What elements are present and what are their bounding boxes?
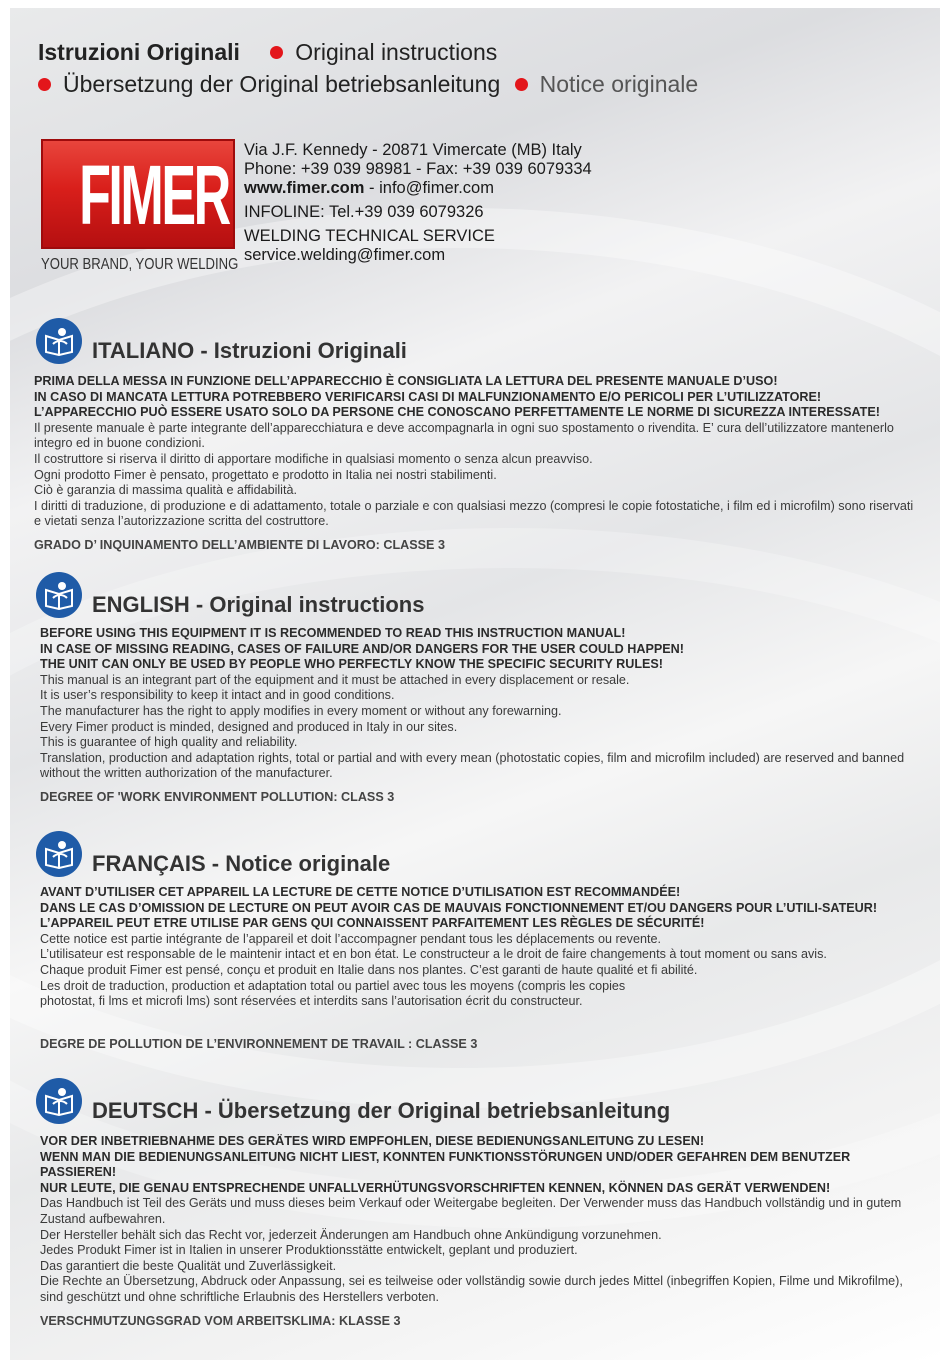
header-title-en: Original instructions	[295, 39, 498, 65]
header-title-it: Istruzioni Originali	[38, 39, 240, 65]
manual-reading-icon	[36, 1078, 82, 1124]
body-line: Chaque produit Fimer est pensé, conçu et produit en Italie dans nos plantes. C’est garanti de haute qualité et fi abilité.	[40, 962, 698, 977]
warning-line: THE UNIT CAN ONLY BE USED BY PEOPLE WHO PERFECTLY KNOW THE SPECIFIC SECURITY RULES!	[40, 657, 664, 672]
section-body	[40, 1134, 920, 1306]
warning-line: PRIMA DELLA MESSA IN FUNZIONE DELL’APPARECCHIO È CONSIGLIATA LA LETTURA DEL PRESENTE MANUALE D’USO!	[34, 374, 778, 388]
warning-line: L’APPAREIL PEUT ETRE UTILISE PAR GENS QUI CONNAISSENT PARFAITEMENT LES RÈGLES DE SÉCURITÉ!	[40, 916, 705, 931]
warning-line: DANS LE CAS D’OMISSION DE LECTURE ON PEUT AVOIR CAS DE MAUVAIS FONCTIONNEMENT ET/OU DANGERS POUR L’UTILI-SATEUR!	[40, 900, 878, 915]
red-dot-icon	[515, 78, 528, 91]
body-line: Ciò è garanzia di massima qualità e affidabilità.	[34, 483, 297, 498]
contact-service-email[interactable]: service.welding@fimer.com	[244, 246, 446, 264]
fimer-logo	[41, 139, 235, 249]
section-title: ITALIANO - Istruzioni Originali	[92, 338, 407, 363]
manual-reading-icon	[36, 831, 82, 877]
section-body	[34, 374, 914, 530]
section-body	[40, 885, 920, 1010]
body-line: Das garantiert die beste Qualität und Zuverlässigkeit.	[40, 1258, 337, 1273]
body-line: Jedes Produkt Fimer ist in Italien in unserer Produktionsstätte entwickelt, geplant und produziert.	[40, 1243, 578, 1258]
contact-service-title: WELDING TECHNICAL SERVICE	[244, 227, 495, 245]
warning-line: WENN MAN DIE BEDIENUNGSANLEITUNG NICHT LIEST, KONNTEN FUNKTIONSSTÖRUNGEN UND/ODER GEFAHREN DEM BENUTZER PASSIEREN!	[40, 1149, 851, 1180]
body-line: Translation, production and adaptation rights, total or partial and with every mean (photostatic copies, film and microfilm included) are reserved and banned without the written authorization of the manufacturer.	[40, 750, 905, 781]
logo-tagline: YOUR BRAND, YOUR WELDING	[41, 256, 239, 273]
body-line: Every Fimer product is minded, designed and produced in Italy in our sites.	[40, 719, 458, 734]
pollution-class: DEGRE DE POLLUTION DE L’ENVIRONNEMENT DE TRAVAIL : CLASSE 3	[40, 1037, 478, 1051]
body-line: Das Handbuch ist Teil des Geräts und muss dieses beim Verkauf oder Weitergabe begleiten. Der Verwender muss das Handbuch vollständig und in gutem Zustand aufbewahren.	[40, 1196, 902, 1226]
warning-line: NUR LEUTE, DIE GENAU ENTSPRECHENDE UNFALLVERHÜTUNGSVORSCHRIFTEN KENNEN, KÖNNEN DAS GERÄT VERWENDEN!	[40, 1180, 831, 1195]
manual-reading-icon	[36, 572, 82, 618]
contact-web-line	[244, 179, 592, 198]
pollution-class: VERSCHMUTZUNGSGRAD VOM ARBEITSKLIMA: KLASSE 3	[40, 1314, 401, 1328]
body-line: L’utilisateur est responsable de le maintenir intact et en bon état. Le constructeur a le droit de faire changements à tout moment ou sans avis.	[40, 947, 827, 962]
warning-line: IN CASE OF MISSING READING, CASES OF FAILURE AND/OR DANGERS FOR THE USER COULD HAPPEN!	[40, 641, 684, 656]
body-line: Cette notice est partie intégrante de l’appareil et doit l’accompagner pendant tous les déplacements ou revente.	[40, 931, 661, 946]
red-dot-icon	[38, 78, 51, 91]
contact-website[interactable]: www.fimer.com	[244, 179, 365, 197]
contact-block	[244, 141, 592, 265]
contact-phone: Phone: +39 039 98981 - Fax: +39 039 6079334	[244, 160, 592, 178]
warning-line: L’APPARECCHIO PUÒ ESSERE USATO SOLO DA PERSONE CHE CONOSCANO PERFETTAMENTE LE NORME DI SICUREZZA INTERESSATE!	[34, 405, 880, 420]
body-line: Il presente manuale è parte integrante dell’apparecchiatura e deve accompagnarla in ogni suo spostamento o rivendita. E’ cura dell’utilizzatore mantenerlo integro ed in buone condizioni.	[34, 420, 894, 451]
body-line: photostat, fi lms et microfi lms) sont réservées et interdits sans l’autorisation écrit du constructeur.	[40, 994, 583, 1009]
body-line: This manual is an integrant part of the equipment and it must be attached in every displacement or resale.	[40, 672, 630, 687]
warning-line: BEFORE USING THIS EQUIPMENT IT IS RECOMMENDED TO READ THIS INSTRUCTION MANUAL!	[40, 626, 626, 640]
contact-email[interactable]: - info@fimer.com	[364, 179, 494, 197]
section-title: FRANÇAIS - Notice originale	[92, 851, 391, 876]
warning-line: AVANT D’UTILISER CET APPAREIL LA LECTURE DE CETTE NOTICE D’UTILISATION EST RECOMMANDÉE!	[40, 885, 681, 899]
body-line: Der Hersteller behält sich das Recht vor, jederzeit Änderungen am Handbuch ohne Ankündigung vorzunehmen.	[40, 1227, 662, 1242]
body-line: I diritti di traduzione, di produzione e di adattamento, totale o parziale e con qualsiasi mezzo (compresi le copie fotostatiche, i film ed i microfilm) sono riservati e vietati senza l’autorizzazione scritta del costruttore.	[34, 498, 914, 529]
body-line: It is user’s responsibility to keep it intact and in good conditions.	[40, 688, 395, 703]
logo-text: FIMER	[79, 148, 229, 242]
body-line: The manufacturer has the right to apply modifies in every moment or without any forewarning.	[40, 703, 562, 718]
section-body	[40, 626, 920, 782]
section-title: DEUTSCH - Übersetzung der Original betriebsanleitung	[92, 1098, 671, 1123]
body-line: Les droit de traduction, production et adaptation total ou partiel avec tous les moyens (compris les copies	[40, 978, 626, 993]
warning-line: VOR DER INBETRIEBNAHME DES GERÄTES WIRD EMPFOHLEN, DIESE BEDIENUNGSANLEITUNG ZU LESEN!	[40, 1134, 705, 1148]
section-title: ENGLISH - Original instructions	[92, 592, 425, 617]
document-header	[38, 36, 698, 100]
body-line: Ogni prodotto Fimer è pensato, progettato e prodotto in Italia nei nostri stabilimenti.	[34, 467, 497, 482]
header-title-fr: Notice originale	[539, 71, 699, 97]
header-title-de: Übersetzung der Original betriebsanleitung	[63, 71, 501, 97]
document-page	[10, 8, 940, 1360]
warning-line: IN CASO DI MANCATA LETTURA POTREBBERO VERIFICARSI CASI DI MALFUNZIONAMENTO E/O PERICOLI PER L’UTILIZZATORE!	[34, 389, 822, 404]
body-line: Il costruttore si riserva il diritto di apportare modifiche in qualsiasi momento o senza alcun preavviso.	[34, 451, 593, 466]
red-dot-icon	[270, 46, 283, 59]
contact-infoline: INFOLINE: Tel.+39 039 6079326	[244, 203, 484, 221]
body-line: This is guarantee of high quality and reliability.	[40, 735, 298, 750]
manual-reading-icon	[36, 318, 82, 364]
body-line: Die Rechte an Übersetzung, Abdruck oder Anpassung, sei es teilweise oder vollständig sowie durch jedes Mittel (inbegriffen Kopien, Filme und Mikrofilme), sind geschützt und ohne schriftliche Erlaubnis des Herstellers verboten.	[40, 1274, 903, 1304]
contact-address: Via J.F. Kennedy - 20871 Vimercate (MB) Italy	[244, 141, 582, 159]
pollution-class: DEGREE OF 'WORK ENVIRONMENT POLLUTION: CLASS 3	[40, 790, 395, 804]
pollution-class: GRADO D’ INQUINAMENTO DELL’AMBIENTE DI LAVORO: CLASSE 3	[34, 538, 445, 552]
